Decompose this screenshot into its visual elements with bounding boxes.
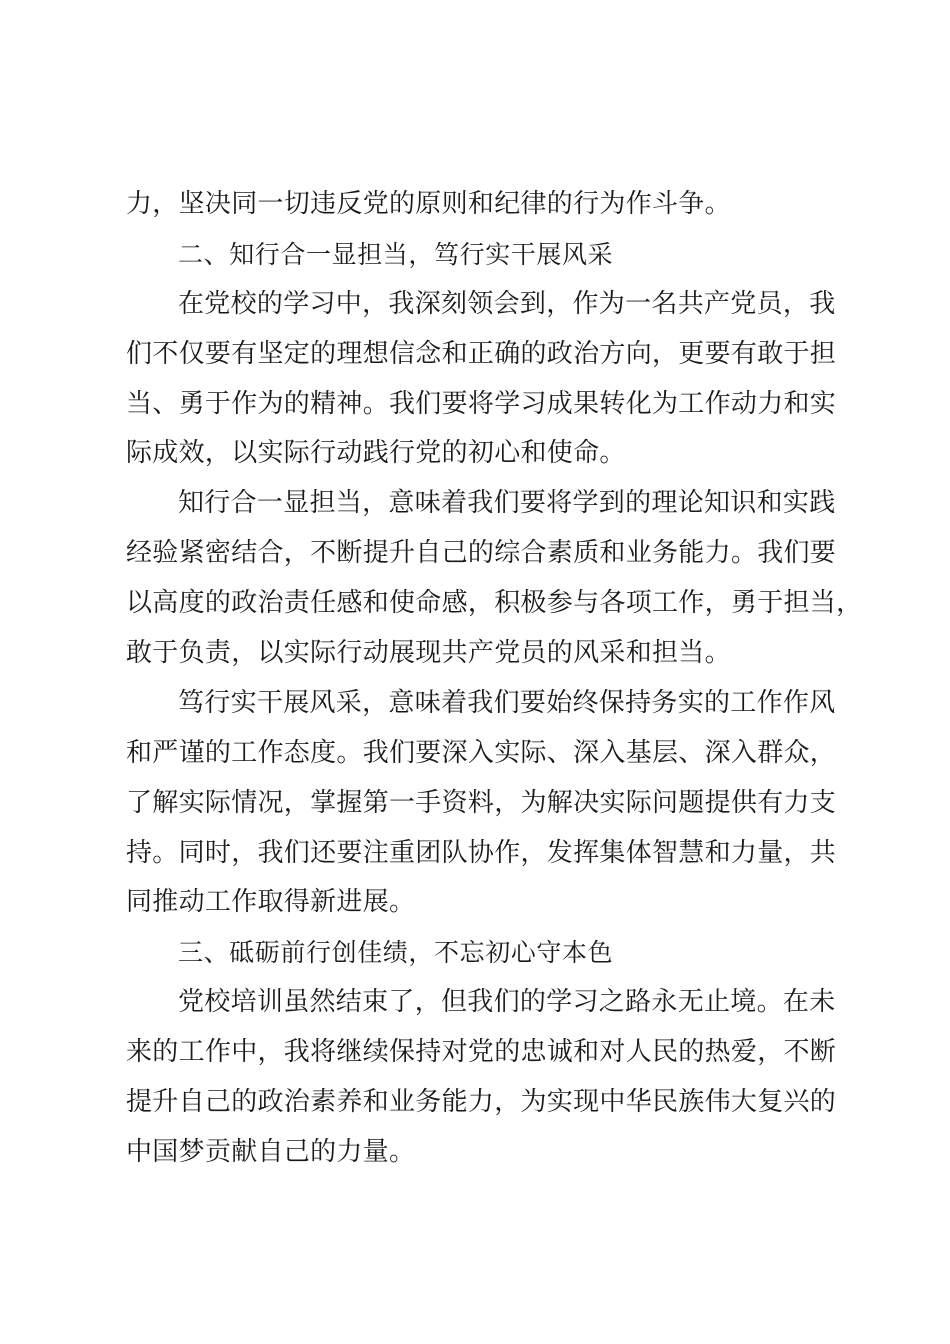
text-line: 持。同时，我们还要注重团队协作，发挥集体智慧和力量，共 xyxy=(126,837,837,868)
text-line: 际成效，以实际行动践行党的初心和使命。 xyxy=(126,438,626,469)
text-line: 知行合一显担当，意味着我们要将学到的理论知识和实践 xyxy=(178,488,836,519)
text-line: 和严谨的工作态度。我们要深入实际、深入基层、深入群众， xyxy=(126,737,837,768)
text-line: 笃行实干展风采，意味着我们要始终保持务实的工作作风 xyxy=(178,687,836,718)
text-line: 以高度的政治责任感和使命感，积极参与各项工作，勇于担当， xyxy=(126,588,863,619)
text-line: 来的工作中，我将继续保持对党的忠诚和对人民的热爱，不断 xyxy=(126,1037,837,1068)
section-heading: 二、知行合一显担当，笃行实干展风采 xyxy=(178,239,614,269)
text-line: 在党校的学习中，我深刻领会到，作为一名共产党员，我 xyxy=(178,288,836,319)
text-line: 经验紧密结合，不断提升自己的综合素质和业务能力。我们要 xyxy=(126,538,837,569)
text-line: 党校培训虽然结束了，但我们的学习之路永无止境。在未 xyxy=(178,987,836,1018)
text-line: 敢于负责，以实际行动展现共产党员的风采和担当。 xyxy=(126,638,731,669)
text-line: 中国梦贡献自己的力量。 xyxy=(126,1136,416,1167)
document-body xyxy=(126,180,863,1178)
text-line: 了解实际情况，掌握第一手资料，为解决实际问题提供有力支 xyxy=(126,787,837,818)
text-line: 当、勇于作为的精神。我们要将学习成果转化为工作动力和实 xyxy=(126,388,837,419)
text-line: 们不仅要有坚定的理想信念和正确的政治方向，更要有敢于担 xyxy=(126,338,837,369)
text-line: 力，坚决同一切违反党的原则和纪律的行为作斗争。 xyxy=(126,189,731,219)
text-line: 同推动工作取得新进展。 xyxy=(126,887,416,918)
section-heading: 三、砥砺前行创佳绩，不忘初心守本色 xyxy=(178,938,614,968)
text-line: 提升自己的政治素养和业务能力，为实现中华民族伟大复兴的 xyxy=(126,1087,837,1118)
